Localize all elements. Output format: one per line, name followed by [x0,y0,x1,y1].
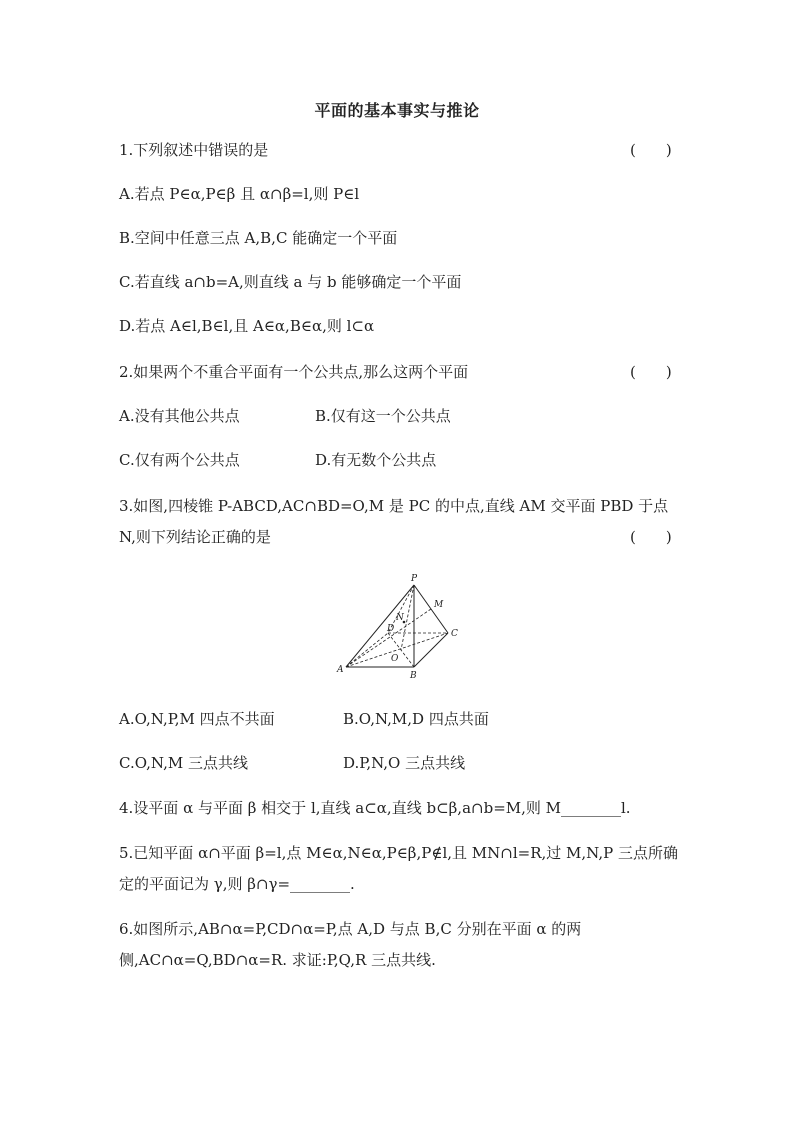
question-2-answer-paren: ( ) [630,363,672,381]
question-4-stem: 4.设平面 α 与平面 β 相交于 l,直线 a⊂α,直线 b⊂β,a∩b=M,则 M________l. [119,799,631,817]
question-2-option-c: C.仅有两个公共点 [119,451,240,469]
question-5-stem-line2: 定的平面记为 γ,则 β∩γ=________. [119,875,355,893]
question-3-option-b: B.O,N,M,D 四点共面 [343,710,489,728]
question-3-stem-line2: N,则下列结论正确的是 [119,528,271,546]
question-2-option-a: A.没有其他公共点 [119,407,240,425]
label-m: M [434,600,444,610]
edge-ad [346,633,388,667]
label-o: O [391,654,399,664]
question-3-option-c: C.O,N,M 三点共线 [119,754,248,772]
label-a: A [337,665,344,675]
label-d: D [387,624,395,634]
question-2-option-b: B.仅有这一个公共点 [315,407,451,425]
label-n: N [396,613,404,623]
question-6-stem-line1: 6.如图所示,AB∩α=P,CD∩α=P,点 A,D 与点 B,C 分别在平面 α 的两 [119,920,582,938]
question-3-option-a: A.O,N,P,M 四点不共面 [119,710,275,728]
pyramid-figure [330,570,470,685]
question-1-option-c: C.若直线 a∩b=A,则直线 a 与 b 能够确定一个平面 [119,273,462,291]
edge-pa [346,585,414,667]
label-p: P [411,574,418,584]
label-c: C [451,629,458,639]
question-3-stem-line1: 3.如图,四棱锥 P-ABCD,AC∩BD=O,M 是 PC 的中点,直线 AM 交平面 PBD 于点 [119,497,669,515]
question-3-option-d: D.P,N,O 三点共线 [343,754,466,772]
question-1-option-b: B.空间中任意三点 A,B,C 能确定一个平面 [119,229,398,247]
label-b: B [410,671,417,681]
page-title: 平面的基本事实与推论 [314,101,480,120]
question-1-option-d: D.若点 A∈l,B∈l,且 A∈α,B∈α,则 l⊂α [119,317,375,335]
question-6-stem-line2: 侧,AC∩α=Q,BD∩α=R. 求证:P,Q,R 三点共线. [119,951,436,969]
edge-bc [414,633,448,667]
question-2-option-d: D.有无数个公共点 [315,451,437,469]
question-1-answer-paren: ( ) [630,141,672,159]
question-2-stem: 2.如果两个不重合平面有一个公共点,那么这两个平面 [119,363,469,381]
question-1-stem: 1.下列叙述中错误的是 [119,141,269,159]
question-1-option-a: A.若点 P∈α,P∈β 且 α∩β=l,则 P∈l [119,185,360,203]
line-am [346,609,431,667]
pyramid-diagram [330,570,470,685]
question-5-stem-line1: 5.已知平面 α∩平面 β=l,点 M∈α,N∈α,P∈β,P∉l,且 MN∩l=R,过 M,N,P 三点所确 [119,844,678,862]
question-3-answer-paren: ( ) [630,528,672,546]
